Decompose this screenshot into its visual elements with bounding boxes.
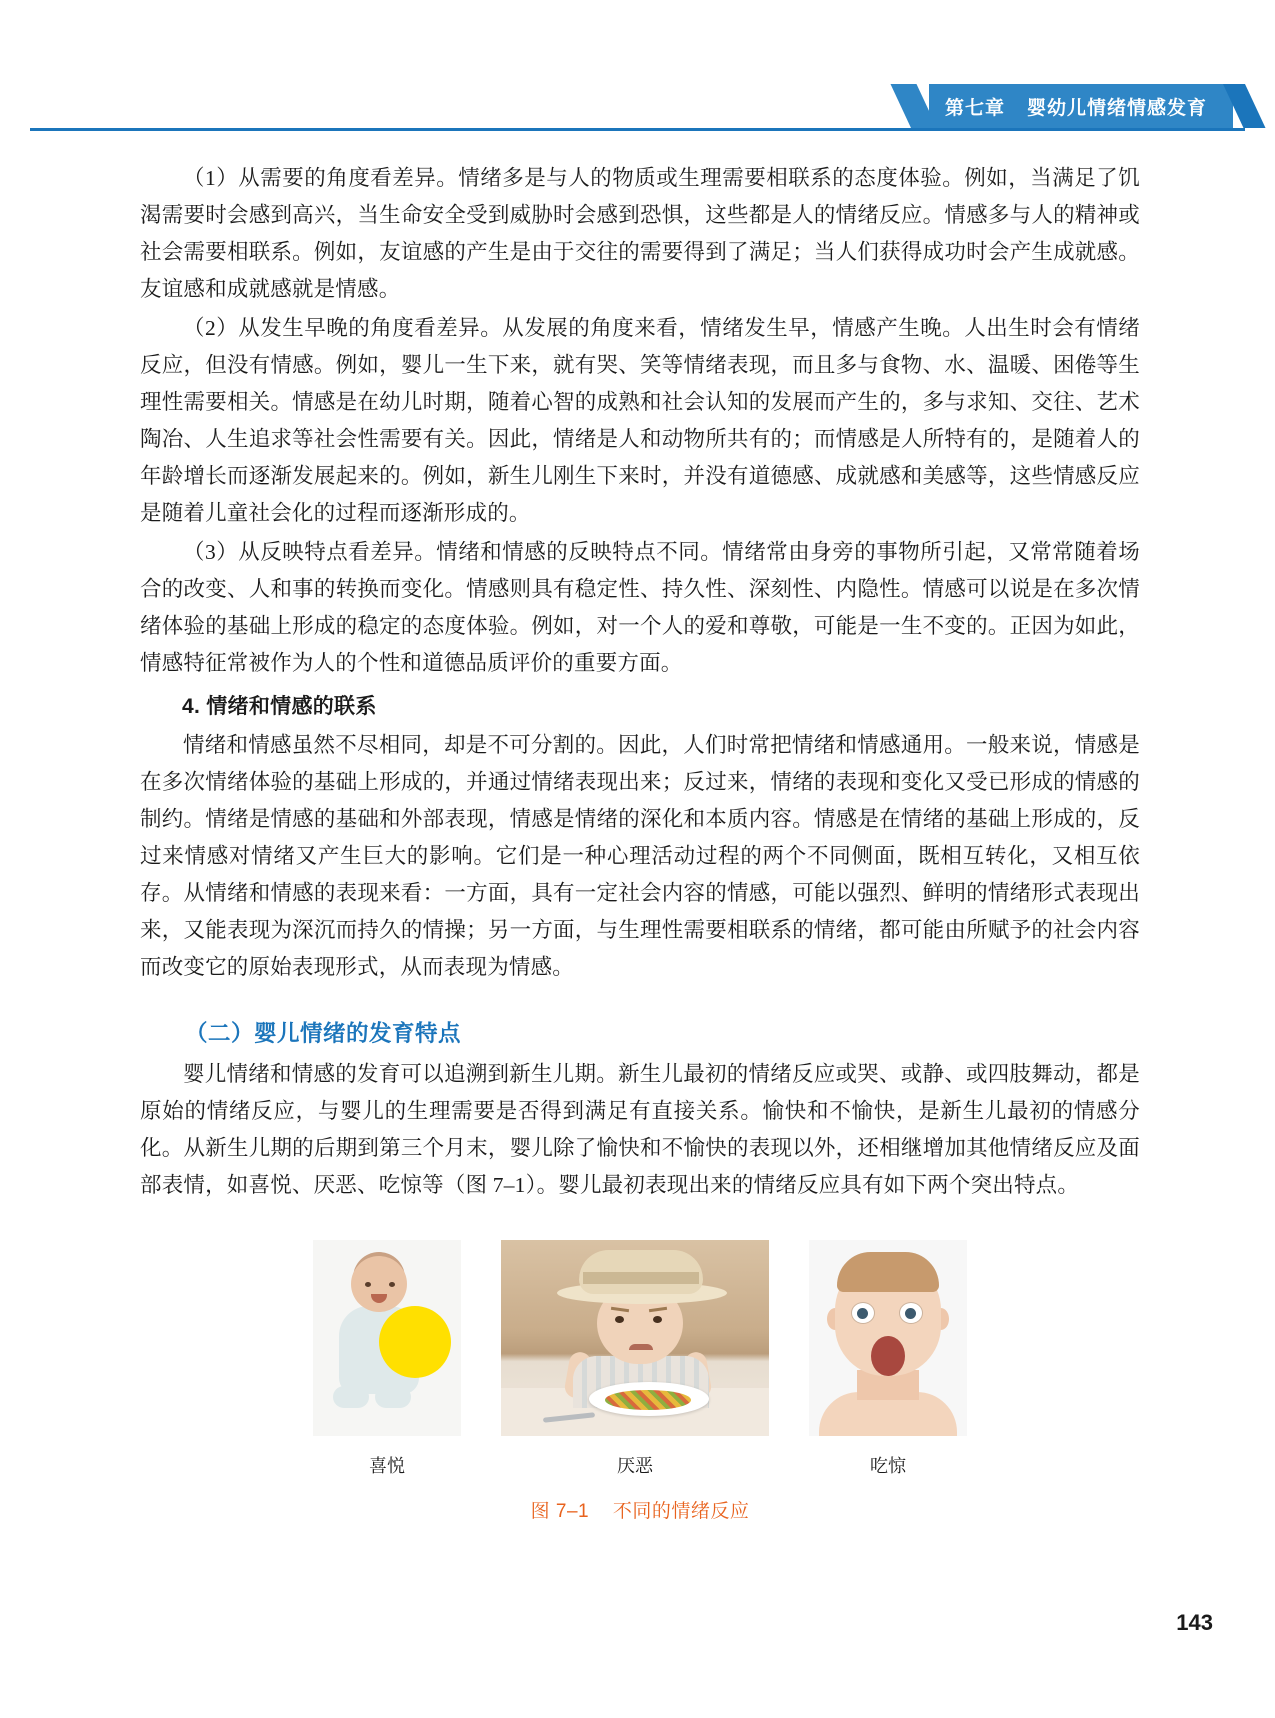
photo-shape [333, 1386, 369, 1408]
subsection-heading-4: 4. 情绪和情感的联系 [182, 695, 377, 718]
photo-shape [857, 1308, 868, 1319]
photo-shape [629, 1344, 653, 1350]
photo-shape [389, 1282, 395, 1287]
header-rule [30, 128, 1245, 131]
photo-shape [583, 1272, 699, 1284]
figure-caption-surprise: 吃惊 [870, 1456, 906, 1476]
figure-title [140, 1496, 1140, 1523]
chapter-tab [911, 84, 1245, 128]
photo-shape [837, 1252, 939, 1292]
figure-item-surprise [809, 1240, 967, 1478]
figure-title-text: 不同的情绪反应 [612, 1501, 750, 1522]
figure-image-row [140, 1240, 1140, 1478]
chapter-tab-body [929, 84, 1233, 128]
paragraph-5: 婴儿情绪和情感的发育可以追溯到新生儿期。新生儿最初的情绪反应或哭、或静、或四肢舞动，都是原始的情绪反应，与婴儿的生理需要是否得到满足有直接关系。愉快和不愉快，是新生儿最初的情感分化。从新生儿期的后期到第三个月末，婴儿除了愉快和不愉快的表现以外，还相继增加其他情绪反应及面部表情，如喜悦、厌恶、吃惊等（图 7–1）。婴儿最初表现出来的情绪反应具有如下两个突出特点。 [140, 1062, 1140, 1197]
photo-shape [365, 1282, 371, 1287]
paragraph-2: （2）从发生早晚的角度看差异。从发展的角度来看，情绪发生早，情感产生晚。人出生时会有情绪反应，但没有情感。例如，婴儿一生下来，就有哭、笑等情绪表现，而且多与食物、水、温暖、困倦等生理性需要相关。情感是在幼儿时期，随着心智的成熟和社会认知的发展而产生的，多与求知、交往、艺术陶冶、人生追求等社会性需要有关。因此，情绪是人和动物所共有的；而情感是人所特有的，是随着人的年龄增长而逐渐发展起来的。例如，新生儿刚生下来时，并没有道德感、成就感和美感等，这些情感反应是随着儿童社会化的过程而逐渐形成的。 [140, 316, 1140, 525]
surprised-baby-photo [809, 1240, 967, 1436]
figure-number: 图 7–1 [530, 1501, 590, 1522]
page-number: 143 [1176, 1610, 1213, 1635]
photo-shape [905, 1308, 916, 1319]
photo-shape [615, 1316, 624, 1323]
chapter-title: 婴幼儿情绪情感发育 [1026, 97, 1207, 119]
figure-7-1 [140, 1240, 1140, 1523]
chapter-number: 第七章 [944, 97, 1005, 119]
page-header [0, 84, 1275, 132]
photo-shape [375, 1386, 411, 1408]
figure-item-disgust [501, 1240, 769, 1478]
disgusted-child-photo [501, 1240, 769, 1436]
section-heading-2: （二）婴儿情绪的发育特点 [185, 1021, 462, 1046]
paragraph-1: （1）从需要的角度看差异。情绪多是与人的物质或生理需要相联系的态度体验。例如，当满足了饥渴需要时会感到高兴，当生命安全受到威胁时会感到恐惧，这些都是人的情绪反应。情感多与人的精神或社会需要相联系。例如，友谊感的产生是由于交往的需要得到了满足；当人们获得成功时会产生成就感。友谊感和成就感就是情感。 [140, 166, 1140, 301]
page-content [140, 160, 1140, 1523]
photo-shape [653, 1316, 662, 1323]
paragraph-4: 情绪和情感虽然不尽相同，却是不可分割的。因此，人们时常把情绪和情感通用。一般来说，情感是在多次情绪体验的基础上形成的，并通过情绪表现出来；反过来，情绪的表现和变化又受已形成的情感的制约。情绪是情感的基础和外部表现，情感是情绪的深化和本质内容。情感是在情绪的基础上形成的，反过来情感对情绪又产生巨大的影响。它们是一种心理活动过程的两个不同侧面，既相互转化，又相互依存。从情绪和情感的表现来看：一方面，具有一定社会内容的情感，可能以强烈、鲜明的情绪形式表现出来，又能表现为深沉而持久的情操；另一方面，与生理性需要相联系的情绪，都可能由所赋予的社会内容而改变它的原始表现形式，从而表现为情感。 [140, 733, 1140, 979]
figure-caption-joy: 喜悦 [369, 1456, 405, 1476]
figure-item-joy [313, 1240, 461, 1478]
paragraph-3: （3）从反映特点看差异。情绪和情感的反映特点不同。情绪常由身旁的事物所引起，又常常随着场合的改变、人和事的转换而变化。情感则具有稳定性、持久性、深刻性、内隐性。情感可以说是在多次情绪体验的基础上形成的稳定的态度体验。例如，对一个人的爱和尊敬，可能是一生不变的。正因为如此，情感特征常被作为人的个性和道德品质评价的重要方面。 [140, 540, 1140, 675]
happy-baby-photo [313, 1240, 461, 1436]
figure-caption-disgust: 厌恶 [617, 1456, 653, 1476]
photo-shape [351, 1256, 407, 1312]
photo-shape [871, 1336, 905, 1376]
photo-shape [605, 1390, 691, 1410]
photo-shape [379, 1306, 451, 1378]
